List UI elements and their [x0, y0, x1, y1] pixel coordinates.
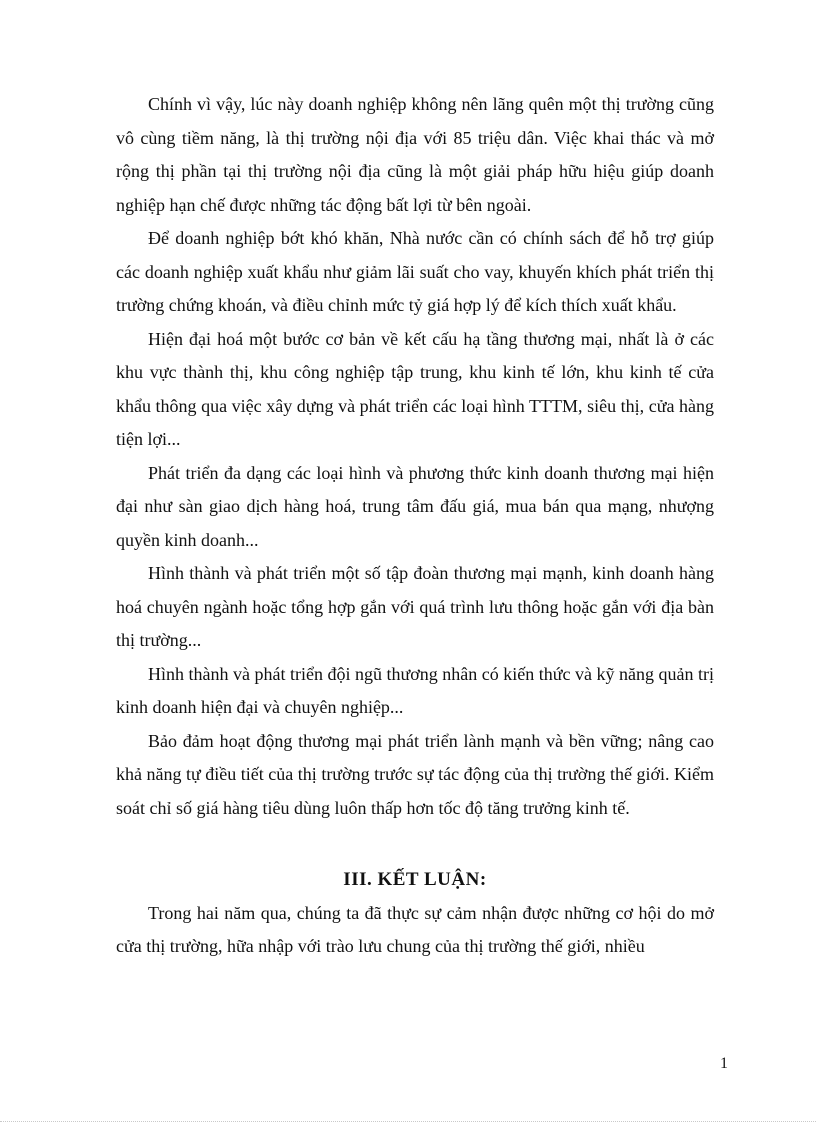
- paragraph: Phát triển đa dạng các loại hình và phương thức kinh doanh thương mại hiện đại như sàn giao dịch hàng hoá, trung tâm đấu giá, mua bán qua mạng, nhượng quyền kinh doanh...: [116, 462, 714, 550]
- page-number: 1: [720, 1055, 728, 1072]
- section-heading: III. KẾT LUẬN:: [343, 869, 487, 890]
- paragraph: Hiện đại hoá một bước cơ bản về kết cấu hạ tầng thương mại, nhất là ở các khu vực thành thị, khu công nghiệp tập trung, khu kinh tế lớn, khu kinh tế cửa khẩu thông qua việc xây dựng và phát triển các loại hình TTTM, siêu thị, cửa hàng tiện lợi...: [116, 328, 714, 449]
- paragraph: Để doanh nghiệp bớt khó khăn, Nhà nước cần có chính sách để hỗ trợ giúp các doanh nghiệp xuất khẩu như giảm lãi suất cho vay, khuyến khích phát triển thị trường chứng khoán, và điều chỉnh mức tỷ giá hợp lý để kích thích xuất khẩu.: [116, 228, 714, 315]
- document-body: [116, 88, 714, 964]
- paragraph: Hình thành và phát triển một số tập đoàn thương mại mạnh, kinh doanh hàng hoá chuyên ngành hoặc tổng hợp gắn với quá trình lưu thông hoặc gắn với địa bàn thị trường...: [116, 563, 714, 650]
- paragraph: Bảo đảm hoạt động thương mại phát triển lành mạnh và bền vững; nâng cao khả năng tự điều tiết của thị trường trước sự tác động của thị trường thế giới. Kiểm soát chỉ số giá hàng tiêu dùng luôn thấp hơn tốc độ tăng trưởng kinh tế.: [116, 730, 714, 818]
- paragraph: Chính vì vậy, lúc này doanh nghiệp không nên lãng quên một thị trường cũng vô cùng tiềm năng, là thị trường nội địa với 85 triệu dân. Việc khai thác và mở rộng thị phần tại thị trường nội địa cũng là một giải pháp hữu hiệu giúp doanh nghiệp hạn chế được những tác động bất lợi từ bên ngoài.: [116, 94, 714, 215]
- paragraph: Hình thành và phát triển đội ngũ thương nhân có kiến thức và kỹ năng quản trị kinh doanh hiện đại và chuyên nghiệp...: [116, 663, 714, 717]
- page-bottom-rule: [0, 1121, 816, 1122]
- paragraph: Trong hai năm qua, chúng ta đã thực sự cảm nhận được những cơ hội do mở cửa thị trường, hữa nhập với trào lưu chung của thị trường thế giới, nhiều: [116, 902, 714, 956]
